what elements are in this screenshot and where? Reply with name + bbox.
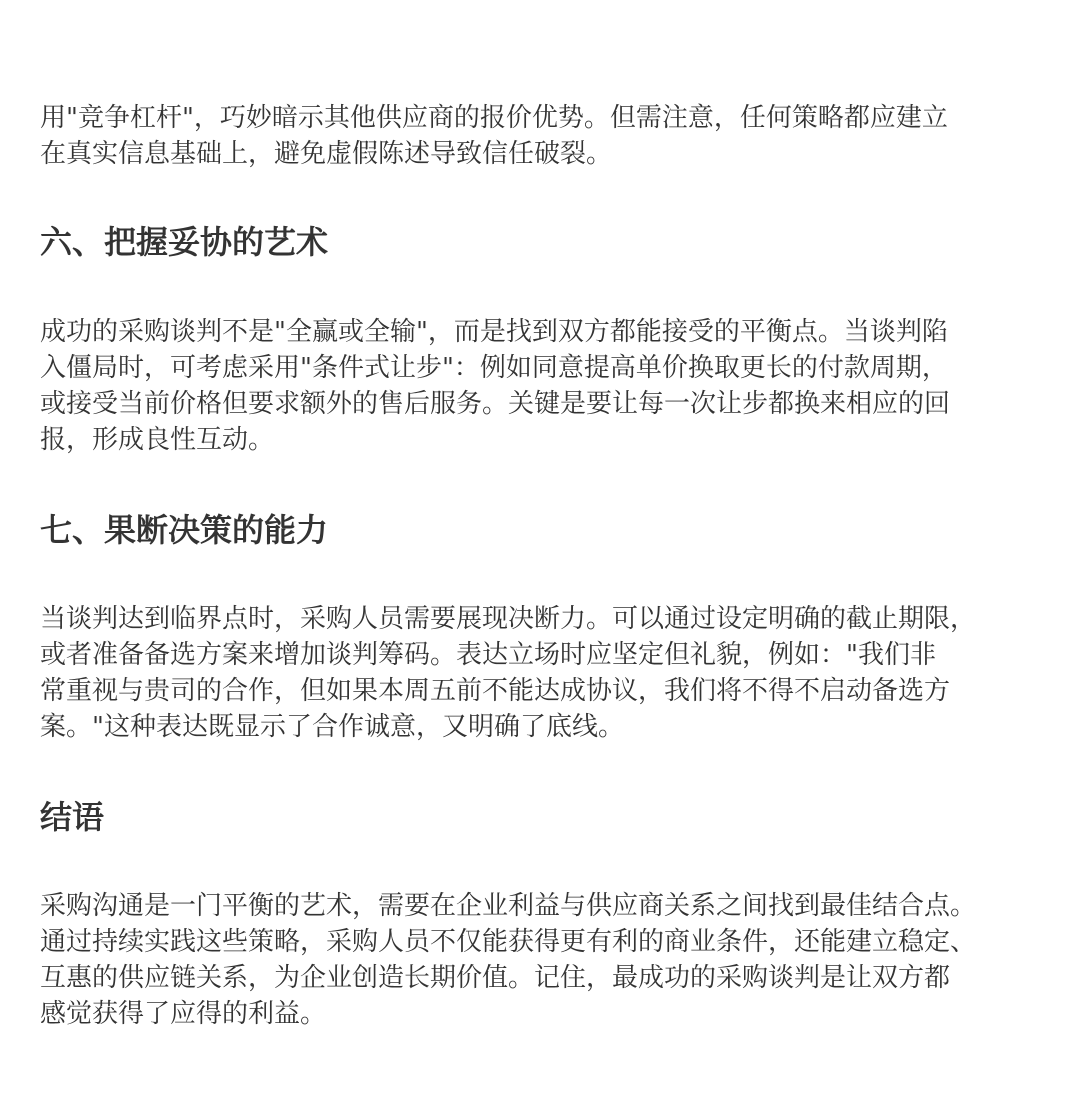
conclusion-paragraph: [40, 888, 1040, 1032]
paragraph-line: 在真实信息基础上，避免虚假陈述导致信任破裂。: [40, 139, 613, 169]
paragraph-line: 通过持续实践这些策略，采购人员不仅能获得更有利的商业条件，还能建立稳定、: [40, 927, 977, 957]
paragraph-line: 当谈判达到临界点时，采购人员需要展现决断力。可以通过设定明确的截止期限，: [40, 604, 977, 634]
paragraph-line: 报，形成良性互动。: [40, 425, 275, 455]
paragraph-line: 感觉获得了应得的利益。: [40, 999, 327, 1029]
paragraph-line: 用"竞争杠杆"，巧妙暗示其他供应商的报价优势。但需注意，任何策略都应建立: [40, 103, 948, 133]
paragraph-line: 入僵局时，可考虑采用"条件式让步"：例如同意提高单价换取更长的付款周期，: [40, 353, 948, 383]
paragraph-line: 案。"这种表达既显示了合作诚意，又明确了底线。: [40, 712, 624, 742]
section-heading-conclusion: 结语: [40, 798, 105, 836]
section-seven-paragraph: [40, 601, 1040, 745]
paragraph-line: 采购沟通是一门平衡的艺术，需要在企业利益与供应商关系之间找到最佳结合点。: [40, 891, 977, 921]
section-heading-six: 六、把握妥协的艺术: [40, 223, 329, 261]
paragraph-line: 成功的采购谈判不是"全赢或全输"，而是找到双方都能接受的平衡点。当谈判陷: [40, 317, 948, 347]
intro-paragraph: [40, 100, 1040, 172]
section-six-paragraph: [40, 314, 1040, 458]
paragraph-line: 或者准备备选方案来增加谈判筹码。表达立场时应坚定但礼貌，例如："我们非: [40, 640, 936, 670]
paragraph-line: 或接受当前价格但要求额外的售后服务。关键是要让每一次让步都换来相应的回: [40, 389, 951, 419]
paragraph-line: 常重视与贵司的合作，但如果本周五前不能达成协议，我们将不得不启动备选方: [40, 676, 951, 706]
section-heading-seven: 七、果断决策的能力: [40, 511, 329, 549]
paragraph-line: 互惠的供应链关系，为企业创造长期价值。记住，最成功的采购谈判是让双方都: [40, 963, 951, 993]
